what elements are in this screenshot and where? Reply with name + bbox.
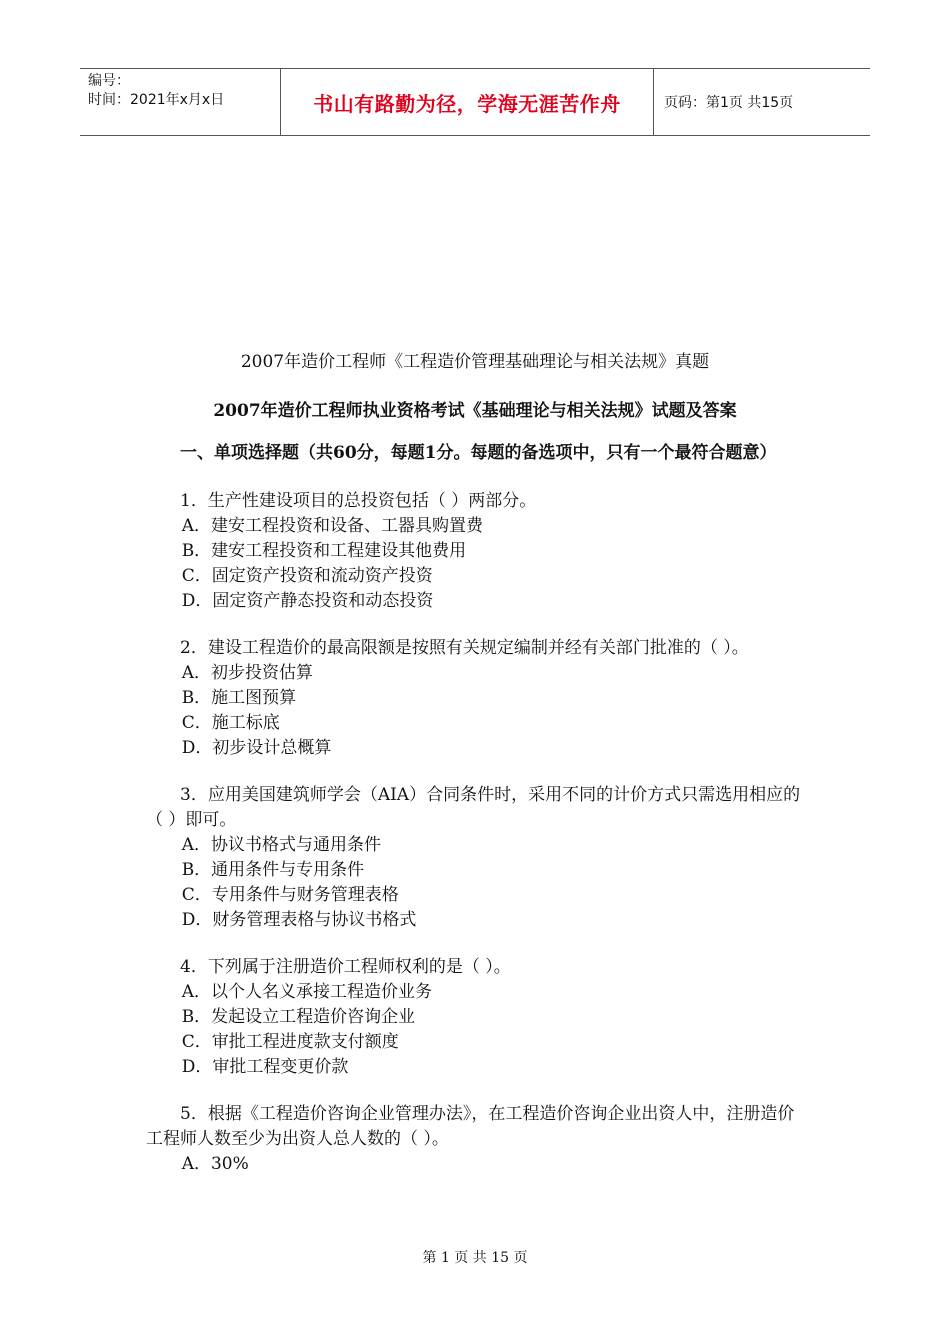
question-4 <box>146 955 811 1080</box>
header-meta <box>80 69 280 135</box>
document-number-label: 编号： <box>88 73 130 89</box>
header-motto-cell <box>280 69 654 135</box>
option-b: B．施工图预算 <box>181 688 297 708</box>
option-a: A．建安工程投资和设备、工器具购置费 <box>181 516 483 536</box>
document-time-label: 时间：2021年x月x日 <box>88 92 225 108</box>
option-a: A．协议书格式与通用条件 <box>181 835 381 855</box>
header-motto: 书山有路勤为径，学海无涯苦作舟 <box>313 91 621 116</box>
section-heading: 一、单项选择题（共60分，每题1分。每题的备选项中，只有一个最符合题意） <box>180 443 777 463</box>
header-page-code: 页码：第1页 共15页 <box>664 95 794 111</box>
question-stem: 3．应用美国建筑师学会（AIA）合同条件时，采用不同的计价方式只需选用相应的（ ）即可。 <box>146 785 801 830</box>
option-d: D．财务管理表格与协议书格式 <box>181 910 417 930</box>
option-c: C．固定资产投资和流动资产投资 <box>181 566 433 586</box>
option-a: A．初步投资估算 <box>181 663 313 683</box>
document-title: 2007年造价工程师《工程造价管理基础理论与相关法规》真题 <box>240 352 710 372</box>
question-2 <box>146 636 811 761</box>
header-page-code-cell <box>654 69 870 135</box>
option-b: B．通用条件与专用条件 <box>181 860 365 880</box>
option-c: C．审批工程进度款支付额度 <box>181 1032 399 1052</box>
page-header <box>80 68 870 136</box>
document-body <box>146 440 811 1177</box>
option-c: C．施工标底 <box>181 713 280 733</box>
page-footer: 第 1 页 共 15 页 <box>422 1250 528 1266</box>
option-a: A．30% <box>181 1154 249 1174</box>
option-a: A．以个人名义承接工程造价业务 <box>181 982 432 1002</box>
option-d: D．固定资产静态投资和动态投资 <box>181 591 434 611</box>
question-5 <box>146 1102 811 1177</box>
option-b: B．建安工程投资和工程建设其他费用 <box>181 541 467 561</box>
option-b: B．发起设立工程造价咨询企业 <box>181 1007 416 1027</box>
question-1 <box>146 489 811 614</box>
option-c: C．专用条件与财务管理表格 <box>181 885 399 905</box>
question-3 <box>146 783 811 933</box>
question-stem: 4．下列属于注册造价工程师权利的是（ ）。 <box>180 957 511 977</box>
option-d: D．审批工程变更价款 <box>181 1057 349 1077</box>
question-stem: 1．生产性建设项目的总投资包括（ ）两部分。 <box>180 491 537 511</box>
document-subtitle: 2007年造价工程师执业资格考试《基础理论与相关法规》试题及答案 <box>213 401 737 421</box>
question-stem: 2．建设工程造价的最高限额是按照有关规定编制并经有关部门批准的（ ）。 <box>180 638 749 658</box>
option-d: D．初步设计总概算 <box>181 738 332 758</box>
question-stem: 5．根据《工程造价咨询企业管理办法》，在工程造价咨询企业出资人中，注册造价工程师人数至少为出资人总人数的（ ）。 <box>146 1104 795 1149</box>
